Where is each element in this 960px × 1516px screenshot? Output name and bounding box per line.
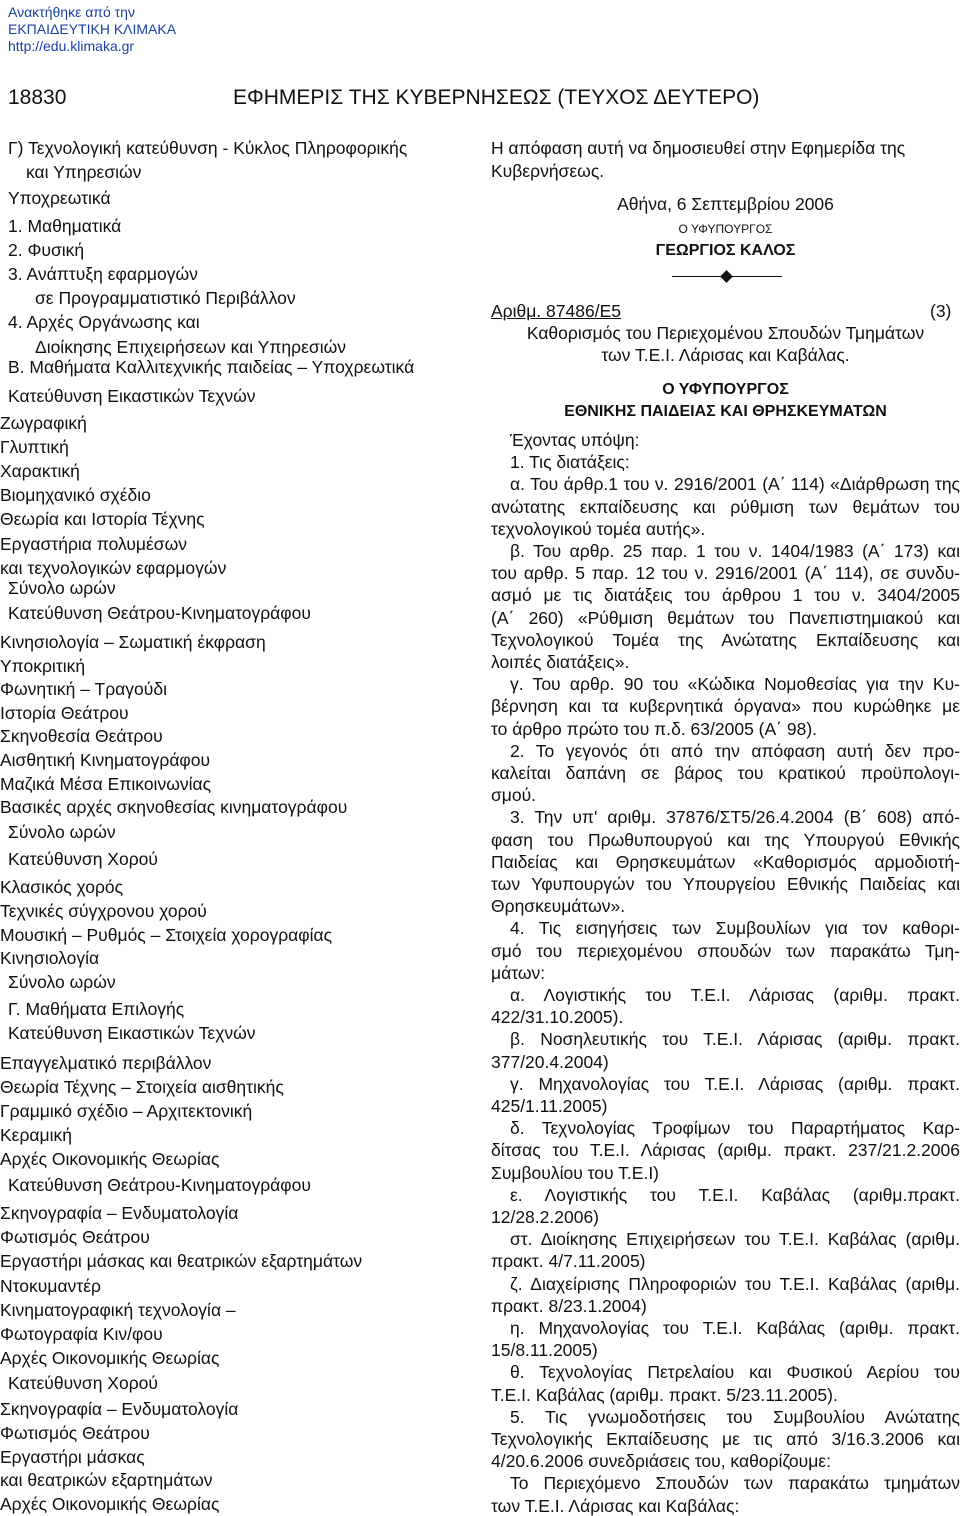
body-line: στ. Διοίκησης Επιχειρήσεων του Τ.Ε.Ι. Καβάλας (αριθμ.: [510, 1229, 960, 1250]
body-line: φαση του Πρωθυπουργού και της Υπουργού Εθνικής: [491, 829, 960, 850]
body-line: ανώτατης εκπαίδευσης και ρύθμιση των θεμάτων του: [491, 496, 960, 517]
dance-course-label: Κλασικός χορός: [0, 877, 124, 897]
body-line: 425/1.11.2005): [491, 1096, 608, 1116]
body-line: γ. Μηχανολογίας του Τ.Ε.Ι. Λάρισας (αριθμ. πρακτ.: [510, 1073, 960, 1094]
elective-theatre-course-label: Εργαστήρι μάσκας και θεατρικών εξαρτημάτων: [0, 1251, 363, 1272]
visual-course-label: Εργαστήρια πολυμέσων: [0, 533, 187, 554]
elective-dance-course-label: Φωτισμός Θεάτρου: [0, 1422, 150, 1443]
publish-line: Κυβερνήσεως.: [491, 161, 605, 181]
minister-name: ΓΕΩΡΓΙΟΣ ΚΑΛΟΣ: [655, 242, 796, 259]
body-line: 1. Τις διατάξεις:: [510, 452, 630, 473]
elective-visual-course-label: Κεραμική: [0, 1125, 72, 1145]
body-line: 377/20.4.2004): [491, 1051, 609, 1072]
elective-visual-course-label: Θεωρία Τέχνης – Στοιχεία αισθητικής: [0, 1077, 284, 1097]
body-line: 422/31.10.2005).: [491, 1007, 624, 1028]
theatre-course-label: Σκηνοθεσία Θεάτρου: [0, 726, 163, 747]
subsection-heading: Κατεύθυνση Θεάτρου-Κινηματογράφου: [8, 603, 311, 623]
dance-course-label: Μουσική – Ρυθμός – Στοιχεία χορογραφίας: [0, 924, 333, 945]
body-line: το άρθρο πρώτο του π.δ. 63/2005 (Α΄ 98).: [491, 718, 818, 739]
tech-course-label: 2. Φυσική: [8, 239, 85, 260]
visual-course-label: Θεωρία και Ιστορία Τέχνης: [0, 509, 205, 530]
body-line: Τ.Ε.Ι. Καβάλας (αριθμ. πρακτ. 5/23.11.2005).: [491, 1384, 838, 1405]
subsection-heading: Κατεύθυνση Χορού: [8, 1373, 158, 1393]
body-line: β. Του αρθρ. 25 παρ. 1 του ν. 1404/1983 (Α΄ 173) και: [510, 541, 960, 561]
theatre-course-label: Βασικές αρχές σκηνοθεσίας κινηματογράφου: [0, 797, 348, 818]
visual-course-label: και τεχνολογικών εφαρμογών: [0, 557, 227, 578]
body-line: μάτων:: [491, 962, 546, 983]
elective-theatre-course-label: Κινηματογραφική τεχνολογία –: [0, 1299, 236, 1320]
elective-dance-course-label: Αρχές Οικονομικής Θεωρίας: [0, 1494, 220, 1515]
body-line: δ. Τεχνολογίας Τροφίμων του Παραρτήματος Καρ-: [510, 1118, 960, 1139]
dance-total-label: Σύνολο ωρών: [8, 972, 116, 992]
decision-title: των Τ.Ε.Ι. Λάρισας και Καβάλας.: [601, 345, 850, 365]
body-line: (Α΄ 260) «Ρύθμιση θεμάτων του Πανεπιστημιακού και: [491, 607, 960, 628]
body-line: 12/28.2.2006): [491, 1207, 600, 1227]
body-line: Θρησκευμάτων».: [491, 896, 626, 917]
subsection-heading: Κατεύθυνση Εικαστικών Τεχνών: [8, 386, 256, 406]
visual-course-label: Βιομηχανικό σχέδιο: [0, 485, 151, 506]
theatre-course-label: Ιστορία Θεάτρου: [0, 702, 129, 723]
minister-title: Ο ΥΦΥΠΟΥΡΓΟΣ: [678, 222, 773, 236]
body-line: 4/20.6.2006 συνεδριάσεις του, καθορίζουμε:: [491, 1451, 831, 1472]
tech-course-label: Διοίκησης Επιχειρήσεων και Υπηρεσιών: [35, 336, 347, 357]
elective-dance-course-label: Εργαστήρι μάσκας: [0, 1446, 145, 1467]
body-line: Παιδείας και Θρησκευμάτων «Καθορισμός αρμοδιοτή-: [491, 851, 960, 872]
body-line: των Υφυπουργών του Υπουργείου Εθνικής Παιδείας και: [491, 874, 960, 894]
body-line: του αρθρ. 5 παρ. 12 του ν. 2916/2001 (Α΄ 114), σε συνδυ-: [491, 563, 960, 584]
theatre-course-label: Φωνητική – Τραγούδι: [0, 679, 167, 700]
tech-course-label: 3. Ανάπτυξη εφαρμογών: [8, 264, 198, 284]
body-line: 4. Τις εισηγήσεις των Συμβουλίων για τον καθορι-: [510, 918, 960, 939]
body-line: θ. Τεχνολογίας Πετρελαίου και Φυσικού Αερίου του: [510, 1362, 960, 1383]
body-line: 3. Την υπ' αριθμ. 37876/ΣΤ5/26.4.2004 (Β΄ 608) από-: [510, 807, 960, 828]
body-line: α. Λογιστικής του Τ.Ε.Ι. Λάρισας (αριθμ. πρακτ.: [510, 985, 960, 1005]
section-heading: και Υπηρεσιών: [26, 162, 142, 183]
body-line: 15/8.11.2005): [491, 1340, 598, 1361]
source-link-line[interactable]: ΕΚΠΑΙΔΕΥΤΙΚΗ ΚΛΙΜΑΚΑ: [8, 21, 177, 37]
elective-visual-course-label: Γραμμικό σχέδιο – Αρχιτεκτονική: [0, 1101, 253, 1121]
page-number: 18830: [8, 86, 67, 109]
body-line: Έχοντας υπόψη:: [510, 430, 640, 450]
body-line: 2. Το γεγονός ότι από την απόφαση αυτή δεν προ-: [510, 740, 960, 761]
elective-theatre-course-label: Αρχές Οικονομικής Θεωρίας: [0, 1348, 220, 1369]
section-heading: Β. Μαθήματα Καλλιτεχνικής παιδείας – Υποχρεωτικά: [8, 357, 415, 377]
body-line: α. Του άρθρ.1 του ν. 2916/2001 (Α΄ 114) «Διάρθρωση της: [510, 474, 960, 495]
source-link-line[interactable]: Ανακτήθηκε από την: [8, 4, 135, 20]
body-line: ε. Λογιστικής του Τ.Ε.Ι. Καβάλας (αριθμ.πρακτ.: [510, 1184, 960, 1205]
body-line: βέρνηση και τα κυβερνητικά όργανα» που κυρώθηκε με: [491, 696, 960, 717]
body-line: λοιπές διατάξεις».: [491, 652, 630, 672]
theatre-total-label: Σύνολο ωρών: [8, 822, 116, 842]
decision-title: Καθορισμός του Περιεχομένου Σπουδών Τμημάτων: [526, 323, 925, 343]
body-line: δίτσας του Τ.Ε.Ι. Λάρισας (αριθμ. πρακτ. 237/21.2.2006: [491, 1140, 960, 1161]
body-line: 5. Τις γνωμοδοτήσεις του Συμβουλίου Ανώτατης: [510, 1406, 960, 1427]
visual-course-label: Χαρακτική: [0, 461, 80, 482]
elective-visual-course-label: Επαγγελματικό περιβάλλον: [0, 1053, 212, 1073]
source-url[interactable]: http://edu.klimaka.gr: [8, 38, 135, 54]
elective-visual-course-label: Αρχές Οικονομικής Θεωρίας: [0, 1149, 220, 1169]
body-line: των Τ.Ε.Ι. Λάρισας και Καβάλας:: [491, 1495, 740, 1516]
body-line: ασμό με τις διατάξεις του άρθρου 1 του ν. 3404/2005: [491, 585, 960, 606]
body-line: β. Νοσηλευτικής του Τ.Ε.Ι. Λάρισας (αριθμ. πρακτ.: [510, 1029, 960, 1050]
elective-theatre-course-label: Φωτισμός Θεάτρου: [0, 1227, 150, 1248]
theatre-course-label: Αισθητική Κινηματογράφου: [0, 750, 211, 770]
body-line: πρακτ. 8/23.1.2004): [491, 1295, 647, 1316]
elective-theatre-course-label: Ντοκυμαντέρ: [0, 1275, 101, 1296]
body-line: σμό του περιεχομένου σπουδών των παρακάτω Τμη-: [491, 940, 960, 961]
body-line: Τεχνολογικού Τομέα της Ανώτατης Εκπαίδευσης και: [491, 629, 960, 650]
subsection-heading: Κατεύθυνση Θεάτρου-Κινηματογράφου: [8, 1175, 311, 1195]
theatre-course-label: Μαζικά Μέσα Επικοινωνίας: [0, 773, 212, 794]
elective-dance-course-label: Σκηνογραφία – Ενδυματολογία: [0, 1399, 239, 1419]
tech-course-label: 4. Αρχές Οργάνωσης και: [8, 312, 200, 333]
place-date: Αθήνα, 6 Σεπτεμβρίου 2006: [617, 194, 834, 214]
theatre-course-label: Υποκριτική: [0, 655, 86, 676]
elective-theatre-course-label: Φωτογραφία Κιν/φου: [0, 1324, 163, 1344]
authority-title: Ο ΥΦΥΠΟΥΡΓΟΣ: [662, 381, 789, 398]
decision-ref: (3): [930, 301, 952, 321]
divider-diamond-icon: [720, 270, 733, 283]
subsection-heading: Κατεύθυνση Εικαστικών Τεχνών: [8, 1023, 256, 1043]
body-line: τεχνολογικού τομέα αυτής».: [491, 518, 706, 539]
section-heading: Γ. Μαθήματα Επιλογής: [8, 999, 185, 1019]
dance-course-label: Κινησιολογία: [0, 948, 100, 969]
body-line: ζ. Διαχείρισης Πληροφοριών του Τ.Ε.Ι. Καβάλας (αριθμ.: [510, 1273, 960, 1294]
body-line: γ. Του αρθρ. 90 του «Κώδικα Νομοθεσίας για την Κυ-: [510, 674, 960, 695]
publish-line: Η απόφαση αυτή να δημοσιευθεί στην Εφημερίδα της: [491, 138, 906, 158]
authority-title: ΕΘΝΙΚΗΣ ΠΑΙΔΕΙΑΣ ΚΑΙ ΘΡΗΣΚΕΥΜΑΤΩΝ: [564, 403, 887, 420]
subsection-heading: Υποχρεωτικά: [8, 188, 111, 209]
decision-number: Αριθμ. 87486/Ε5: [491, 301, 621, 321]
elective-dance-course-label: και θεατρικών εξαρτημάτων: [0, 1470, 213, 1491]
body-line: σμού.: [491, 785, 537, 806]
visual-total-label: Σύνολο ωρών: [8, 578, 116, 598]
tech-course-label: 1. Μαθηματικά: [8, 215, 122, 236]
body-line: η. Μηχανολογίας του Τ.Ε.Ι. Καβάλας (αριθμ. πρακτ.: [510, 1318, 960, 1338]
theatre-course-label: Κινησιολογία – Σωματική έκφραση: [0, 632, 266, 652]
elective-theatre-course-label: Σκηνογραφία – Ενδυματολογία: [0, 1203, 239, 1223]
tech-course-label: σε Προγραμματιστικό Περιβάλλον: [35, 288, 296, 309]
page-title: ΕΦΗΜΕΡΙΣ ΤΗΣ ΚΥΒΕΡΝΗΣΕΩΣ (ΤΕΥΧΟΣ ΔΕΥΤΕΡΟ): [233, 86, 760, 109]
section-heading: Γ) Τεχνολογική κατεύθυνση - Κύκλος Πληροφορικής: [8, 138, 408, 158]
subsection-heading: Κατεύθυνση Χορού: [8, 849, 158, 869]
visual-course-label: Γλυπτική: [0, 437, 69, 458]
body-line: καλείται δαπάνη σε βάρος του κρατικού προϋπολογι-: [491, 763, 960, 783]
body-line: Τεχνολογικής Εκπαίδευσης με τις από 3/16.3.2006 και: [491, 1429, 960, 1449]
body-line: Συμβουλίου του Τ.Ε.Ι): [491, 1162, 660, 1183]
body-line: Το Περιεχόμενο Σπουδών των παρακάτω τμημάτων: [510, 1473, 960, 1494]
visual-course-label: Ζωγραφική: [0, 413, 87, 433]
body-line: πρακτ. 4/7.11.2005): [491, 1251, 646, 1272]
dance-course-label: Τεχνικές σύγχρονου χορού: [0, 900, 207, 921]
